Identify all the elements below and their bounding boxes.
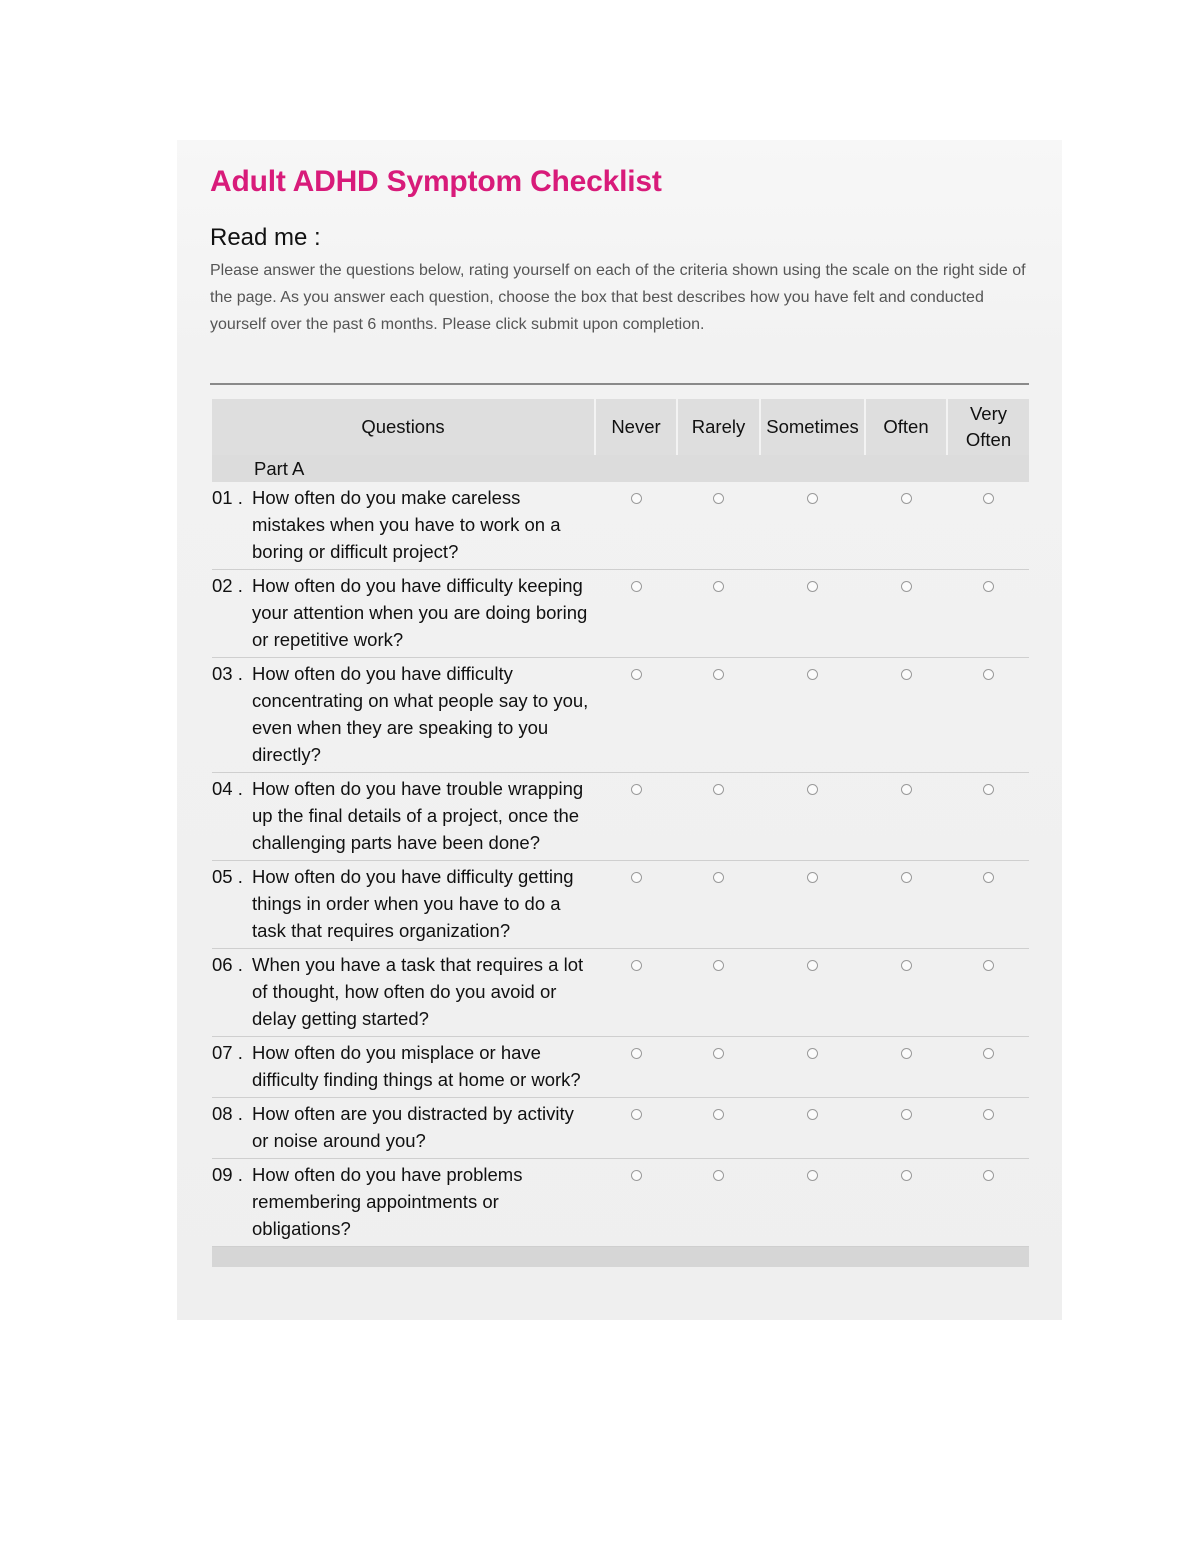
header-very-often-line1: Very bbox=[969, 403, 1008, 424]
radio-often[interactable] bbox=[901, 1109, 912, 1120]
question-row bbox=[212, 658, 1029, 773]
option-cell-sometimes bbox=[760, 570, 865, 658]
radio-never[interactable] bbox=[631, 784, 642, 795]
header-rarely: Rarely bbox=[677, 399, 760, 455]
radio-very-often[interactable] bbox=[983, 1048, 994, 1059]
option-cell-rarely bbox=[677, 482, 760, 570]
question-text: How often do you have trouble wrapping up the final details of a project, once the challenging parts have been done? bbox=[252, 778, 584, 853]
option-cell-rarely bbox=[677, 1159, 760, 1247]
question-number: 09 . bbox=[212, 1164, 243, 1185]
radio-often[interactable] bbox=[901, 1170, 912, 1181]
option-cell-very-often bbox=[947, 861, 1029, 949]
radio-very-often[interactable] bbox=[983, 581, 994, 592]
option-cell-rarely bbox=[677, 861, 760, 949]
question-cell bbox=[212, 1098, 595, 1159]
radio-never[interactable] bbox=[631, 960, 642, 971]
question-row bbox=[212, 482, 1029, 570]
option-cell-often bbox=[865, 861, 947, 949]
radio-very-often[interactable] bbox=[983, 493, 994, 504]
question-number: 03 . bbox=[212, 663, 243, 684]
question-cell bbox=[212, 1037, 595, 1098]
option-cell-very-often bbox=[947, 482, 1029, 570]
checklist-panel bbox=[177, 140, 1062, 1320]
radio-rarely[interactable] bbox=[713, 669, 724, 680]
question-row bbox=[212, 1098, 1029, 1159]
page-title: Adult ADHD Symptom Checklist bbox=[210, 165, 662, 198]
question-text: How often do you misplace or have difficulty finding things at home or work? bbox=[252, 1042, 581, 1090]
option-cell-rarely bbox=[677, 949, 760, 1037]
option-cell-never bbox=[595, 1098, 677, 1159]
question-text: How often are you distracted by activity or noise around you? bbox=[252, 1103, 574, 1151]
question-cell bbox=[212, 482, 595, 570]
option-cell-very-often bbox=[947, 1159, 1029, 1247]
option-cell-very-often bbox=[947, 1037, 1029, 1098]
header-very-often-line2: Often bbox=[965, 429, 1012, 450]
option-cell-often bbox=[865, 1098, 947, 1159]
option-cell-sometimes bbox=[760, 773, 865, 861]
radio-rarely[interactable] bbox=[713, 1109, 724, 1120]
option-cell-very-often bbox=[947, 658, 1029, 773]
radio-often[interactable] bbox=[901, 669, 912, 680]
radio-very-often[interactable] bbox=[983, 1109, 994, 1120]
readme-heading: Read me : bbox=[210, 224, 321, 251]
radio-very-often[interactable] bbox=[983, 872, 994, 883]
question-row bbox=[212, 949, 1029, 1037]
option-cell-never bbox=[595, 1159, 677, 1247]
radio-never[interactable] bbox=[631, 581, 642, 592]
header-often: Often bbox=[865, 399, 947, 455]
option-cell-often bbox=[865, 570, 947, 658]
option-cell-never bbox=[595, 861, 677, 949]
radio-never[interactable] bbox=[631, 1048, 642, 1059]
option-cell-never bbox=[595, 658, 677, 773]
question-row bbox=[212, 1159, 1029, 1247]
option-cell-often bbox=[865, 949, 947, 1037]
question-cell bbox=[212, 861, 595, 949]
option-cell-never bbox=[595, 570, 677, 658]
header-never: Never bbox=[595, 399, 677, 455]
option-cell-often bbox=[865, 658, 947, 773]
radio-never[interactable] bbox=[631, 493, 642, 504]
question-number: 05 . bbox=[212, 866, 243, 887]
questions-table bbox=[212, 399, 1029, 1267]
option-cell-sometimes bbox=[760, 1037, 865, 1098]
question-text: How often do you have problems remembering appointments or obligations? bbox=[252, 1164, 523, 1239]
option-cell-never bbox=[595, 773, 677, 861]
radio-rarely[interactable] bbox=[713, 960, 724, 971]
option-cell-sometimes bbox=[760, 949, 865, 1037]
option-cell-never bbox=[595, 482, 677, 570]
radio-never[interactable] bbox=[631, 1170, 642, 1181]
question-number: 07 . bbox=[212, 1042, 243, 1063]
question-row bbox=[212, 570, 1029, 658]
radio-rarely[interactable] bbox=[713, 872, 724, 883]
radio-often[interactable] bbox=[901, 1048, 912, 1059]
radio-rarely[interactable] bbox=[713, 581, 724, 592]
question-number: 01 . bbox=[212, 487, 243, 508]
option-cell-rarely bbox=[677, 773, 760, 861]
radio-sometimes[interactable] bbox=[807, 1048, 818, 1059]
radio-sometimes[interactable] bbox=[807, 1170, 818, 1181]
option-cell-often bbox=[865, 1037, 947, 1098]
radio-often[interactable] bbox=[901, 960, 912, 971]
question-cell bbox=[212, 570, 595, 658]
radio-rarely[interactable] bbox=[713, 784, 724, 795]
radio-sometimes[interactable] bbox=[807, 784, 818, 795]
question-cell bbox=[212, 949, 595, 1037]
part-a-row bbox=[212, 455, 1029, 482]
question-cell bbox=[212, 773, 595, 861]
question-text: How often do you have difficulty getting things in order when you have to do a task that requires organization? bbox=[252, 866, 574, 941]
part-a-label: Part A bbox=[212, 455, 1029, 482]
option-cell-sometimes bbox=[760, 1159, 865, 1247]
question-text: How often do you have difficulty keeping your attention when you are doing boring or repetitive work? bbox=[252, 575, 588, 650]
radio-rarely[interactable] bbox=[713, 1170, 724, 1181]
option-cell-sometimes bbox=[760, 1098, 865, 1159]
radio-rarely[interactable] bbox=[713, 493, 724, 504]
question-number: 08 . bbox=[212, 1103, 243, 1124]
radio-often[interactable] bbox=[901, 784, 912, 795]
divider bbox=[210, 383, 1029, 385]
option-cell-sometimes bbox=[760, 658, 865, 773]
option-cell-very-often bbox=[947, 1098, 1029, 1159]
option-cell-never bbox=[595, 949, 677, 1037]
option-cell-often bbox=[865, 773, 947, 861]
option-cell-rarely bbox=[677, 1037, 760, 1098]
question-cell bbox=[212, 1159, 595, 1247]
option-cell-sometimes bbox=[760, 482, 865, 570]
option-cell-rarely bbox=[677, 658, 760, 773]
option-cell-never bbox=[595, 1037, 677, 1098]
part-b-row bbox=[212, 1247, 1029, 1268]
radio-very-often[interactable] bbox=[983, 1170, 994, 1181]
radio-never[interactable] bbox=[631, 669, 642, 680]
header-row bbox=[212, 399, 1029, 455]
question-row bbox=[212, 773, 1029, 861]
radio-very-often[interactable] bbox=[983, 960, 994, 971]
intro-text: Please answer the questions below, rating yourself on each of the criteria shown using the scale on the right side of the page. As you answer each question, choose the box that best describes how you have felt and conducted yourself over the past 6 months. Please click submit upon completion. bbox=[210, 262, 1026, 333]
radio-often[interactable] bbox=[901, 872, 912, 883]
question-number: 06 . bbox=[212, 954, 243, 975]
part-b-cell bbox=[212, 1247, 1029, 1268]
radio-never[interactable] bbox=[631, 1109, 642, 1120]
radio-sometimes[interactable] bbox=[807, 872, 818, 883]
option-cell-often bbox=[865, 1159, 947, 1247]
option-cell-very-often bbox=[947, 773, 1029, 861]
radio-very-often[interactable] bbox=[983, 669, 994, 680]
header-sometimes: Sometimes bbox=[760, 399, 865, 455]
radio-often[interactable] bbox=[901, 581, 912, 592]
header-very-often bbox=[947, 399, 1029, 455]
radio-never[interactable] bbox=[631, 872, 642, 883]
radio-rarely[interactable] bbox=[713, 1048, 724, 1059]
question-text: How often do you make careless mistakes when you have to work on a boring or difficult project? bbox=[252, 487, 561, 562]
option-cell-rarely bbox=[677, 570, 760, 658]
question-number: 02 . bbox=[212, 575, 243, 596]
radio-sometimes[interactable] bbox=[807, 493, 818, 504]
option-cell-very-often bbox=[947, 949, 1029, 1037]
option-cell-very-often bbox=[947, 570, 1029, 658]
question-text: How often do you have difficulty concentrating on what people say to you, even when they are speaking to you directly? bbox=[252, 663, 589, 765]
question-row bbox=[212, 861, 1029, 949]
question-text: When you have a task that requires a lot of thought, how often do you avoid or delay getting started? bbox=[252, 954, 584, 1029]
option-cell-rarely bbox=[677, 1098, 760, 1159]
question-cell bbox=[212, 658, 595, 773]
radio-sometimes[interactable] bbox=[807, 669, 818, 680]
option-cell-sometimes bbox=[760, 861, 865, 949]
radio-sometimes[interactable] bbox=[807, 581, 818, 592]
radio-very-often[interactable] bbox=[983, 784, 994, 795]
question-number: 04 . bbox=[212, 778, 243, 799]
radio-sometimes[interactable] bbox=[807, 960, 818, 971]
radio-often[interactable] bbox=[901, 493, 912, 504]
option-cell-often bbox=[865, 482, 947, 570]
header-questions: Questions bbox=[212, 399, 595, 455]
question-row bbox=[212, 1037, 1029, 1098]
radio-sometimes[interactable] bbox=[807, 1109, 818, 1120]
